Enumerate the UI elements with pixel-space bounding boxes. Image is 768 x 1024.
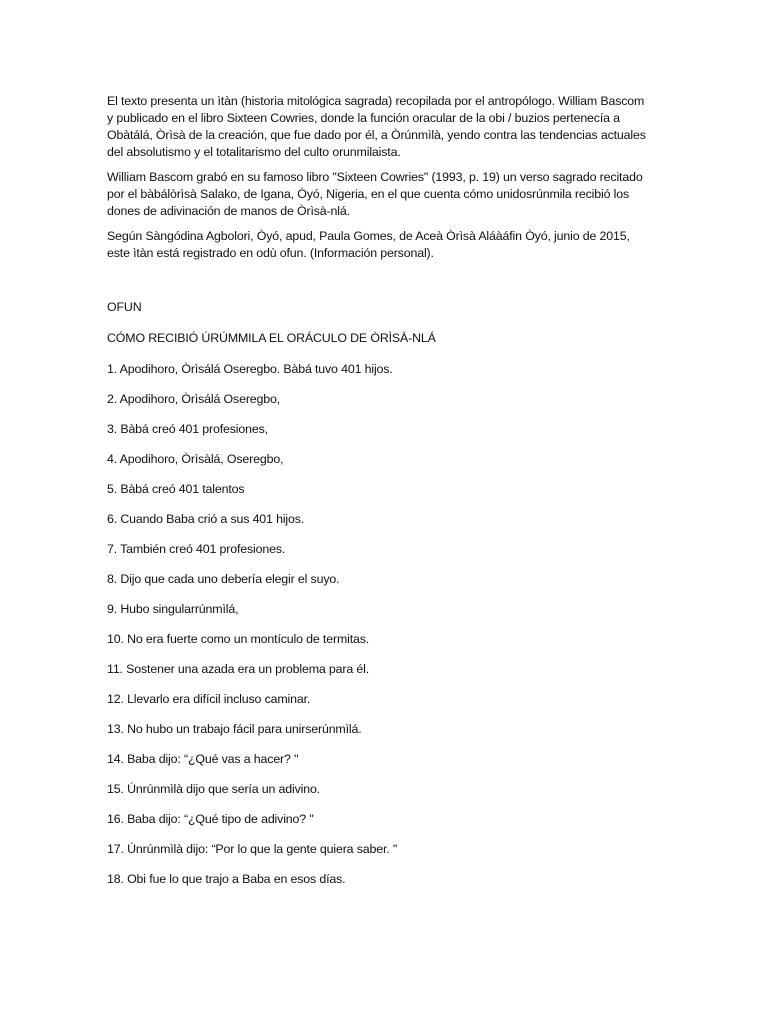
verse-line: 7. También creó 401 profesiones. (107, 542, 286, 556)
verse-line: 4. Apodihoro, Òrìsàlá, Oseregbo, (107, 452, 284, 466)
verse-line: 11. Sostener una azada era un problema para él. (107, 662, 370, 676)
intro-paragraph-3: Según Sàngódina Agbolori, Òyó, apud, Paula Gomes, de Aceà Òrìsà Aláàáfin Òyó, junio de 2015, este ìtàn está registrado en odù ofun. (Información personal). (107, 229, 630, 260)
verse-line: 3. Bàbá creó 401 profesiones, (107, 422, 268, 436)
verse-line: 14. Baba dijo: “¿Qué vas a hacer? " (107, 752, 299, 766)
verse-line: 15. Únrúnmìlà dijo que sería un adivino. (107, 782, 321, 796)
intro-paragraph-1: El texto presenta un ìtàn (historia mitológica sagrada) recopilada por el antropólogo. William Bascom y publicado en el libro Sixteen Cowries, donde la función oracular de la obi / buzios pertenecía a Obàtálá, Òrìsà de la creación, que fue dado por él, a Òrúnmìlà, yendo contra las tendencias actuales del absolutismo y el totalitarismo del culto orunmilaista. (107, 94, 646, 159)
verse-line: 10. No era fuerte como un montículo de termitas. (107, 632, 370, 646)
verse-line: 18. Obi fue lo que trajo a Baba en esos días. (107, 872, 346, 886)
verse-line: 8. Dijo que cada uno debería elegir el suyo. (107, 572, 340, 586)
verse-line: 9. Hubo singularrúnmìlá, (107, 602, 239, 616)
verse-list (107, 361, 647, 901)
verse-line: 13. No hubo un trabajo fácil para unirserúnmìlá. (107, 722, 362, 736)
verse-line: 16. Baba dijo: “¿Qué tipo de adivino? " (107, 812, 314, 826)
verse-line: 5. Bàbá creó 401 talentos (107, 482, 245, 496)
document-page (107, 93, 647, 901)
odu-heading: OFUN (107, 300, 142, 314)
intro-paragraph-2: William Bascom grabó en su famoso libro "Sixteen Cowries" (1993, p. 19) un verso sagrado recitado por el bàbálòrìsà Salako, de Igana, Òyó, Nigeria, en el que cuenta cómo unidosrúnmila recibió los dones de adivinación de manos de Òrìsà-nlá. (107, 170, 643, 218)
verse-line: 2. Apodihoro, Òrìsálá Oseregbo, (107, 392, 281, 406)
verse-line: 6. Cuando Baba crió a sus 401 hijos. (107, 512, 305, 526)
section-spacer (107, 270, 647, 299)
verse-line: 1. Apodihoro, Òrìsálá Oseregbo. Bàbá tuvo 401 hijos. (107, 362, 393, 376)
story-title: CÓMO RECIBIÓ ÚRÚMMILA EL ORÁCULO DE ÒRÌSÀ-NLÁ (107, 331, 436, 345)
verse-line: 12. Llevarlo era difícil incluso caminar. (107, 692, 311, 706)
verse-line: 17. Únrúnmìlà dijo: “Por lo que la gente quiera saber. " (107, 842, 398, 856)
